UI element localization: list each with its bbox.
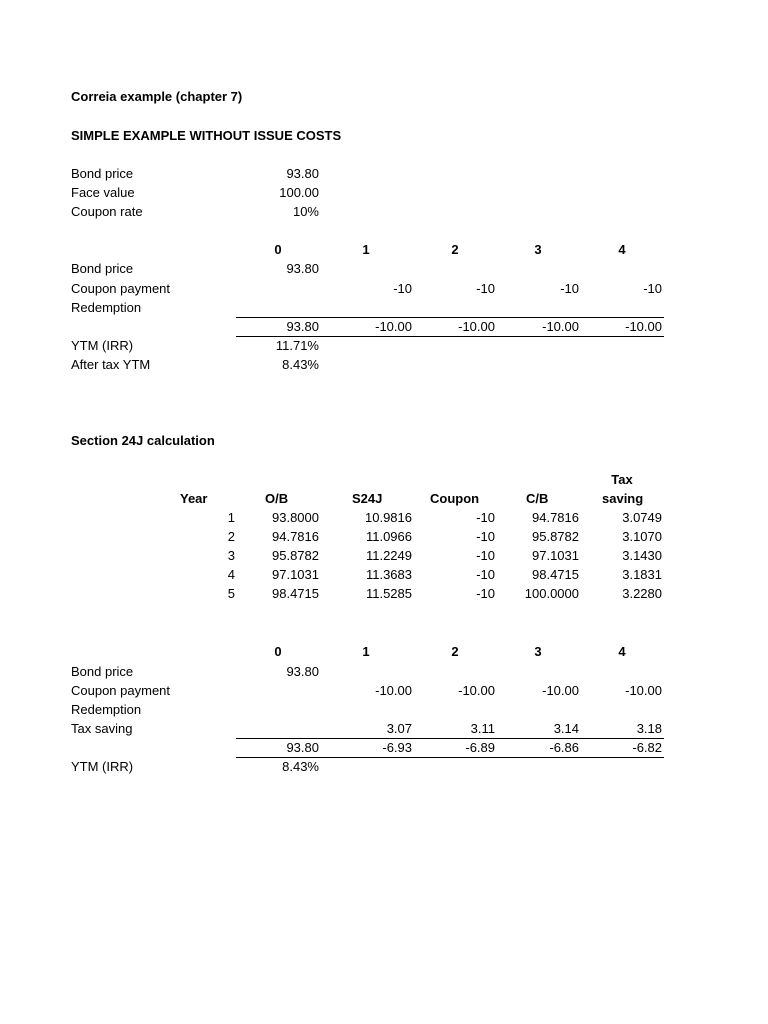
ob-cell: 95.8782 [272,548,319,563]
year-cell: 3 [227,548,235,563]
coupon-cell: -10 [476,529,495,544]
tax-cell: 3.0749 [622,510,662,525]
year-cell: 1 [227,510,235,525]
period-header: 3 [534,644,542,659]
total-cell: -6.82 [632,740,662,755]
col-header-tax-line1: Tax [611,472,633,487]
period-header: 2 [451,242,459,257]
input-label-face-value: Face value [71,185,135,200]
total-cell: 93.80 [286,740,319,755]
cell-value: 93.80 [286,664,319,679]
row-label-tax-saving: Tax saving [71,721,133,736]
col-header-ob: O/B [265,491,289,506]
period-header: 4 [618,644,626,659]
tax-cell: 3.1070 [622,529,662,544]
col-header-coupon: Coupon [430,491,480,506]
period-header: 3 [534,242,542,257]
cell-value: 93.80 [286,261,319,276]
cb-cell: 98.4715 [532,567,579,582]
period-header: 2 [451,644,459,659]
total-cell: -10.00 [458,319,495,334]
period-header: 0 [274,242,282,257]
table-rule [236,317,664,318]
total-cell: -6.86 [549,740,579,755]
input-value-face-value: 100.00 [279,185,319,200]
cb-cell: 95.8782 [532,529,579,544]
cell-value: -10.00 [542,683,579,698]
ob-cell: 98.4715 [272,586,319,601]
cell-value: -10.00 [458,683,495,698]
col-header-year: Year [180,491,208,506]
cell-value: 3.18 [636,721,662,736]
col-header-s24j: S24J [352,491,383,506]
cell-value: -10.00 [375,683,412,698]
s24j-cell: 11.5285 [365,586,412,601]
coupon-cell: -10 [476,548,495,563]
year-cell: 5 [227,586,235,601]
ytm-value: 8.43% [282,759,319,774]
cell-value: -10 [476,281,495,296]
year-cell: 2 [227,529,235,544]
total-cell: 93.80 [286,319,319,334]
cell-value: 3.14 [553,721,579,736]
coupon-cell: -10 [476,567,495,582]
ytm-value: 11.71% [275,338,319,353]
year-cell: 4 [227,567,235,582]
col-header-tax-line2: saving [602,491,644,506]
row-label-bond-price: Bond price [71,261,134,276]
tax-cell: 3.1430 [622,548,662,563]
s24j-cell: 11.0966 [365,529,412,544]
cell-value: 3.11 [470,721,495,736]
input-label-coupon-rate: Coupon rate [71,204,143,219]
cb-cell: 100.0000 [524,586,579,601]
s24j-cell: 11.3683 [365,567,412,582]
cb-cell: 94.7816 [532,510,579,525]
coupon-cell: -10 [476,586,495,601]
total-cell: -10.00 [542,319,579,334]
total-cell: -10.00 [375,319,412,334]
row-label-bond-price: Bond price [71,664,134,679]
table-rule [236,757,664,758]
tax-cell: 3.1831 [622,567,662,582]
cell-value: -10.00 [625,683,662,698]
period-header: 1 [362,644,370,659]
row-label-redemption: Redemption [71,702,142,717]
cell-value: 3.07 [386,721,412,736]
period-header: 4 [618,242,626,257]
ob-cell: 93.8000 [272,510,319,525]
section2-heading: Section 24J calculation [71,433,215,448]
total-cell: -6.93 [382,740,412,755]
ob-cell: 94.7816 [272,529,319,544]
coupon-cell: -10 [476,510,495,525]
ytm-label: YTM (IRR) [71,338,134,353]
ytm-label: YTM (IRR) [71,759,134,774]
period-header: 1 [362,242,370,257]
cell-value: -10 [560,281,579,296]
row-label-coupon-payment: Coupon payment [71,281,171,296]
s24j-cell: 10.9816 [365,510,412,525]
input-value-bond-price: 93.80 [286,166,319,181]
total-cell: -6.89 [465,740,495,755]
col-header-cb: C/B [526,491,549,506]
page-title: Correia example (chapter 7) [71,89,243,104]
cell-value: -10 [643,281,662,296]
table-rule [236,738,664,739]
after-tax-ytm-value: 8.43% [282,357,319,372]
input-label-bond-price: Bond price [71,166,134,181]
cb-cell: 97.1031 [532,548,579,563]
input-value-coupon-rate: 10% [292,204,319,219]
cell-value: -10 [393,281,412,296]
table-rule [236,336,664,337]
ob-cell: 97.1031 [272,567,319,582]
after-tax-ytm-label: After tax YTM [71,357,151,372]
total-cell: -10.00 [625,319,662,334]
tax-cell: 3.2280 [622,586,662,601]
period-header: 0 [274,644,282,659]
row-label-redemption: Redemption [71,300,142,315]
section1-heading: SIMPLE EXAMPLE WITHOUT ISSUE COSTS [71,128,342,143]
row-label-coupon-payment: Coupon payment [71,683,171,698]
s24j-cell: 11.2249 [365,548,412,563]
